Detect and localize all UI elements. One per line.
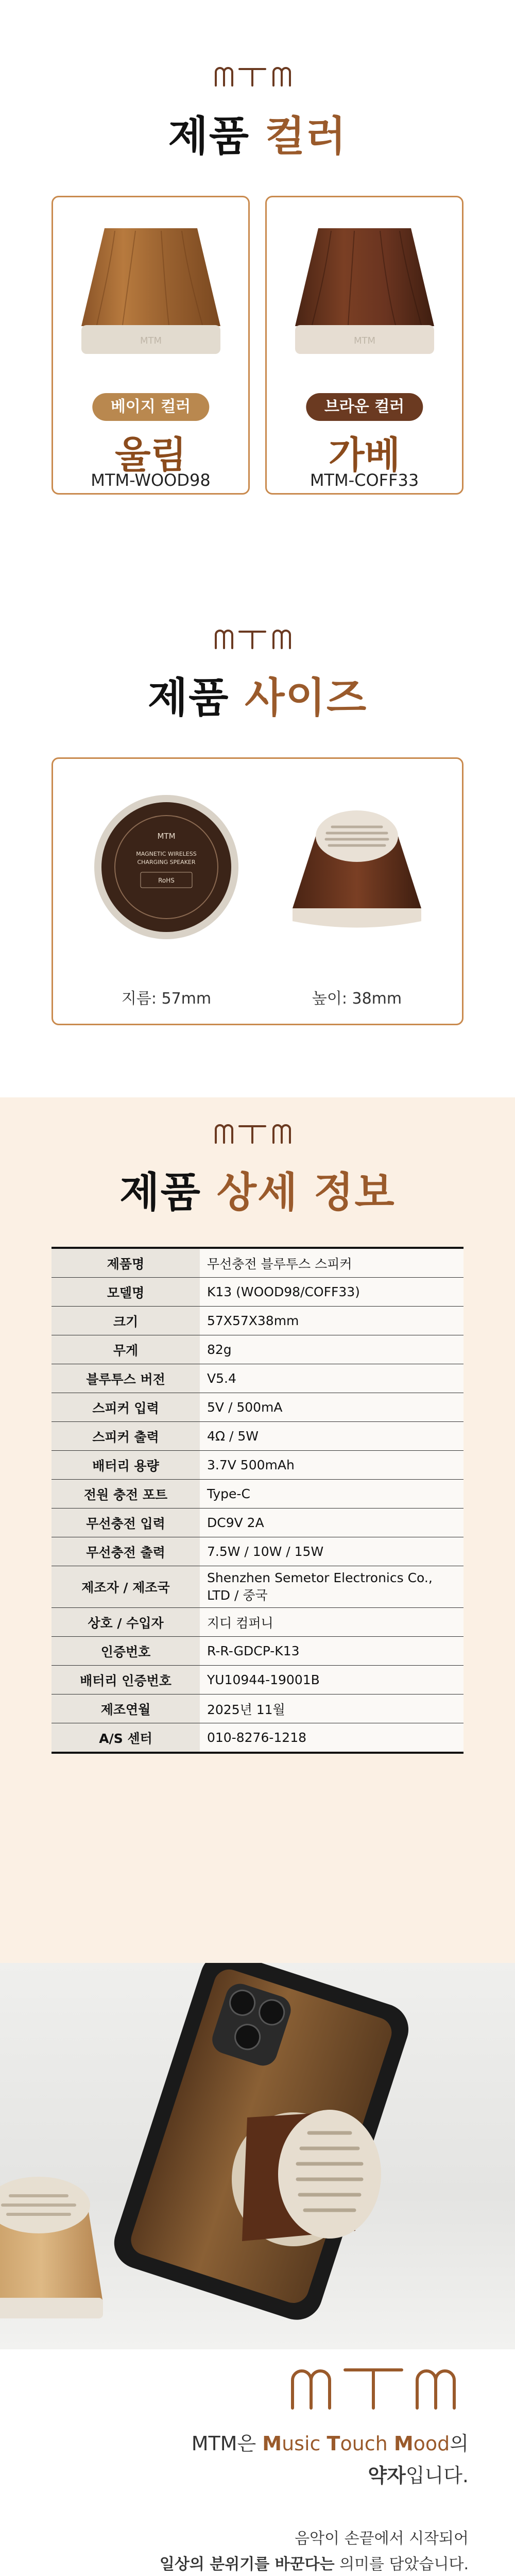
spec-row	[52, 1666, 464, 1694]
spec-value: V5.4	[200, 1364, 464, 1393]
diameter-caption: 지름: 57mm	[121, 990, 212, 1008]
spec-row	[52, 1480, 464, 1509]
spec-key: A/S 센터	[52, 1723, 200, 1753]
product-card-brown	[265, 196, 464, 495]
spec-key: 전원 충전 포트	[52, 1480, 200, 1509]
spec-row	[52, 1393, 464, 1422]
spec-value: Shenzhen Semetor Electronics Co., LTD / 중국	[200, 1566, 464, 1608]
model-number: MTM-WOOD98	[91, 470, 211, 490]
spec-key: 인증번호	[52, 1637, 200, 1666]
spec-key: 배터리 인증번호	[52, 1666, 200, 1694]
section-title: 제품 사이즈	[147, 674, 368, 722]
spec-value: 지디 컴퍼니	[200, 1608, 464, 1637]
section-title: 제품 컬러	[168, 112, 347, 160]
spec-row	[52, 1422, 464, 1451]
spec-key: 제품명	[52, 1248, 200, 1278]
mtm-logo	[0, 66, 515, 89]
product-name: 가베	[328, 433, 401, 477]
product-card-beige	[52, 196, 250, 495]
spec-row	[52, 1608, 464, 1637]
spec-section	[0, 1097, 515, 1963]
brand-intro	[0, 2349, 515, 2576]
spec-value: R-R-GDCP-K13	[200, 1637, 464, 1666]
height-caption: 높이: 38mm	[312, 990, 402, 1008]
spec-key: 스피커 출력	[52, 1422, 200, 1451]
spec-row	[52, 1566, 464, 1608]
spec-key: 스피커 입력	[52, 1393, 200, 1422]
spec-row	[52, 1451, 464, 1480]
svg-text:RoHS: RoHS	[158, 877, 175, 884]
paragraph-1-line-1: 음악이 손끝에서 시작되어	[295, 2530, 469, 2548]
spec-row	[52, 1307, 464, 1335]
spec-key: 제조자 / 제조국	[52, 1566, 200, 1608]
mtm-logo	[0, 1123, 515, 1146]
spec-key: 제조연월	[52, 1694, 200, 1723]
spec-row	[52, 1364, 464, 1393]
spec-row	[52, 1248, 464, 1278]
spec-key: 무선충전 출력	[52, 1537, 200, 1566]
spec-value: DC9V 2A	[200, 1509, 464, 1537]
spec-value: 7.5W / 10W / 15W	[200, 1537, 464, 1566]
spec-row	[52, 1723, 464, 1753]
spec-key: 블루투스 버전	[52, 1364, 200, 1393]
lifestyle-photo	[0, 1963, 515, 2349]
mtm-logo	[0, 629, 515, 651]
svg-text:MAGNETIC WIRELESS: MAGNETIC WIRELESS	[136, 851, 197, 857]
spec-value: 82g	[200, 1335, 464, 1364]
mtm-logo-large	[288, 2365, 469, 2413]
product-name: 울림	[114, 433, 187, 477]
spec-value: K13 (WOOD98/COFF33)	[200, 1278, 464, 1307]
spec-value: YU10944-19001B	[200, 1666, 464, 1694]
size-card	[52, 757, 464, 1025]
spec-key: 무선충전 입력	[52, 1509, 200, 1537]
spec-key: 상호 / 수입자	[52, 1608, 200, 1637]
spec-row	[52, 1537, 464, 1566]
spec-value: 3.7V 500mAh	[200, 1451, 464, 1480]
spec-value: 5V / 500mA	[200, 1393, 464, 1422]
spec-row	[52, 1335, 464, 1364]
color-section	[0, 0, 515, 515]
spec-value: 010-8276-1218	[200, 1723, 464, 1753]
color-pill: 베이지 컬러	[92, 393, 209, 421]
spec-value: 57X57X38mm	[200, 1307, 464, 1335]
svg-text:MTM: MTM	[140, 335, 162, 346]
spec-value: Type-C	[200, 1480, 464, 1509]
paragraph-1-line-2: 일상의 분위기를 바꾼다는 의미를 담았습니다.	[159, 2555, 469, 2573]
spec-value: 4Ω / 5W	[200, 1422, 464, 1451]
model-number: MTM-COFF33	[310, 470, 419, 490]
product-image-brown	[267, 208, 462, 378]
spec-value: 2025년 11월	[200, 1694, 464, 1723]
spec-row	[52, 1637, 464, 1666]
spec-key: 배터리 용량	[52, 1451, 200, 1480]
spec-key: 크기	[52, 1307, 200, 1335]
spec-row	[52, 1694, 464, 1723]
size-section	[0, 515, 515, 1097]
spec-key: 모델명	[52, 1278, 200, 1307]
svg-text:MTM: MTM	[157, 832, 176, 841]
spec-key: 무게	[52, 1335, 200, 1364]
section-title: 제품 상세 정보	[119, 1168, 396, 1216]
tagline-2: 약자입니다.	[368, 2464, 469, 2487]
svg-text:MTM: MTM	[353, 335, 376, 346]
spec-value: 무선충전 블루투스 스피커	[200, 1248, 464, 1278]
spec-row	[52, 1509, 464, 1537]
spec-row	[52, 1278, 464, 1307]
product-image-beige	[53, 208, 248, 378]
tagline: MTM은 Music Touch Mood의	[191, 2432, 469, 2455]
speaker-side-image	[280, 779, 434, 944]
svg-text:CHARGING SPEAKER: CHARGING SPEAKER	[137, 859, 196, 866]
speaker-bottom-image	[89, 790, 244, 944]
color-pill: 브라운 컬러	[306, 393, 423, 421]
spec-table	[52, 1247, 464, 1754]
